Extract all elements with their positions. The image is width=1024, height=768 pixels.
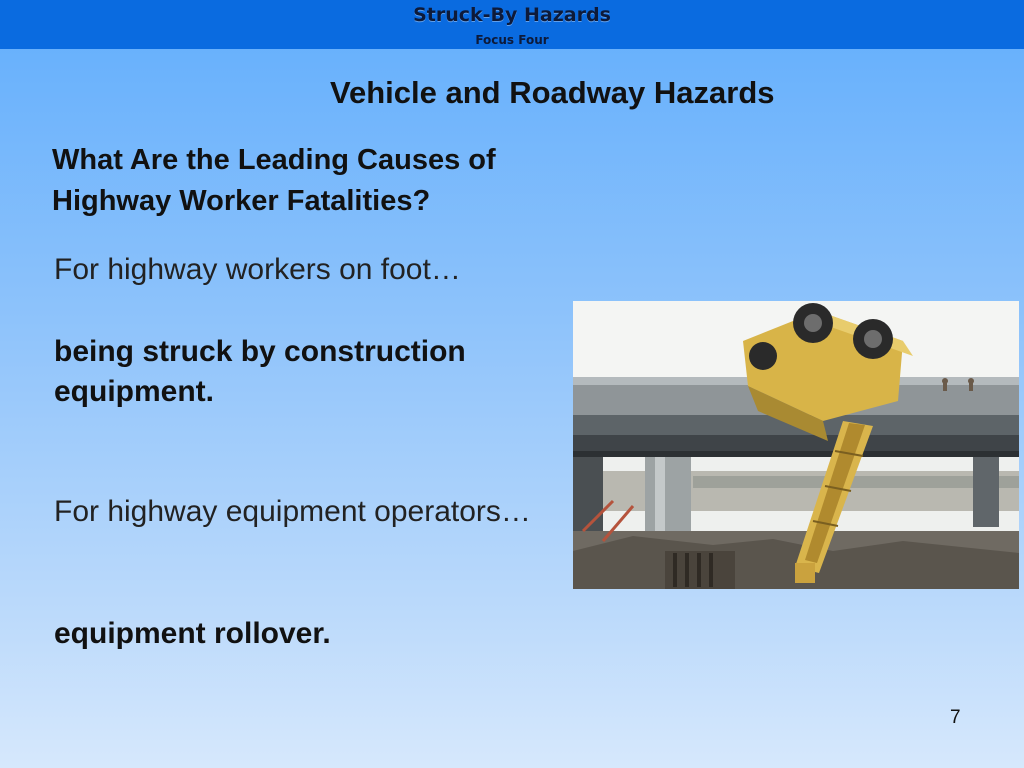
rollover-text: equipment rollover.	[54, 617, 331, 650]
header-banner	[0, 0, 1024, 49]
workers-on-foot-text: For highway workers on foot…	[54, 253, 461, 286]
equipment-operators-text: For highway equipment operators…	[54, 495, 531, 528]
header-subtitle: Focus Four	[475, 33, 549, 47]
crane-rollover-photo	[573, 301, 1019, 589]
struck-by-equipment-text: being struck by construction equipment.	[54, 335, 466, 408]
header-title: Struck-By Hazards	[413, 4, 611, 26]
question-line-2: Highway Worker Fatalities?	[52, 185, 431, 217]
question-heading	[52, 140, 612, 222]
page-number: 7	[950, 707, 961, 728]
question-line-1: What Are the Leading Causes of	[52, 144, 496, 176]
slide-title: Vehicle and Roadway Hazards	[330, 75, 775, 110]
